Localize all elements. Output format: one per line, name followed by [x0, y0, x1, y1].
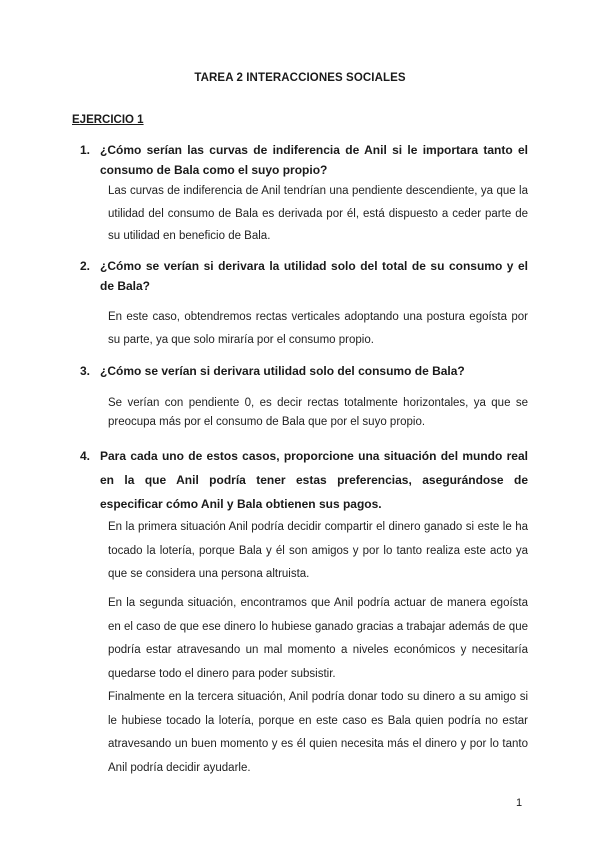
question-4 [80, 444, 528, 516]
answer-1: Las curvas de indiferencia de Anil tendrían una pendiente descendiente, ya que la utilidad del consumo de Bala es derivada por él, está dispuesto a ceder parte de su utilidad en beneficio de Bala. [108, 185, 528, 242]
question-text: ¿Cómo se verían si derivara utilidad solo del consumo de Bala? [100, 364, 465, 378]
question-1 [80, 140, 528, 180]
question-3 [80, 361, 528, 381]
page-number: 1 [516, 797, 523, 809]
question-number: 3. [80, 364, 91, 378]
answer-4-paragraph-3: Finalmente en la tercera situación, Anil podría donar todo su dinero a su amigo si le hubiese tocado la lotería, porque en este caso es Bala quien podría no estar atravesando un buen momento y es él quien necesita más el dinero y por lo tanto Anil podría decidir ayudarle. [108, 691, 528, 774]
question-text: ¿Cómo serían las curvas de indiferencia de Anil si le importara tanto el consumo de Bala como el suyo propio? [100, 143, 528, 177]
answer-2: En este caso, obtendremos rectas verticales adoptando una postura egoísta por su parte, ya que solo miraría por el consumo propio. [108, 311, 528, 346]
answer-4-paragraph-1: En la primera situación Anil podría decidir compartir el dinero ganado si este le ha tocado la lotería, porque Bala y él son amigos y por lo tanto realiza este acto ya que se considera una persona altruista. [108, 521, 528, 580]
section-heading: EJERCICIO 1 [72, 114, 144, 126]
question-number: 2. [80, 259, 91, 273]
answer-3: Se verían con pendiente 0, es decir rectas totalmente horizontales, ya que se preocupa más por el consumo de Bala que por el suyo propio. [108, 397, 528, 428]
document-title: TAREA 2 INTERACCIONES SOCIALES [194, 72, 406, 84]
question-2 [80, 256, 528, 296]
question-text: Para cada uno de estos casos, proporcione una situación del mundo real en la que Anil podría tener estas preferencias, asegurándose de especificar cómo Anil y Bala obtienen sus pagos. [100, 449, 528, 511]
answer-4-paragraph-2: En la segunda situación, encontramos que Anil podría actuar de manera egoísta en el caso de que ese dinero lo hubiese ganado gracias a trabajar además de que podría estar atravesando un mal momento a niveles económicos y necesitaría quedarse todo el dinero para poder subsistir. [108, 597, 528, 680]
question-number: 1. [80, 143, 91, 157]
question-number: 4. [80, 449, 91, 463]
question-text: ¿Cómo se verían si derivara la utilidad solo del total de su consumo y el de Bala? [100, 259, 528, 293]
